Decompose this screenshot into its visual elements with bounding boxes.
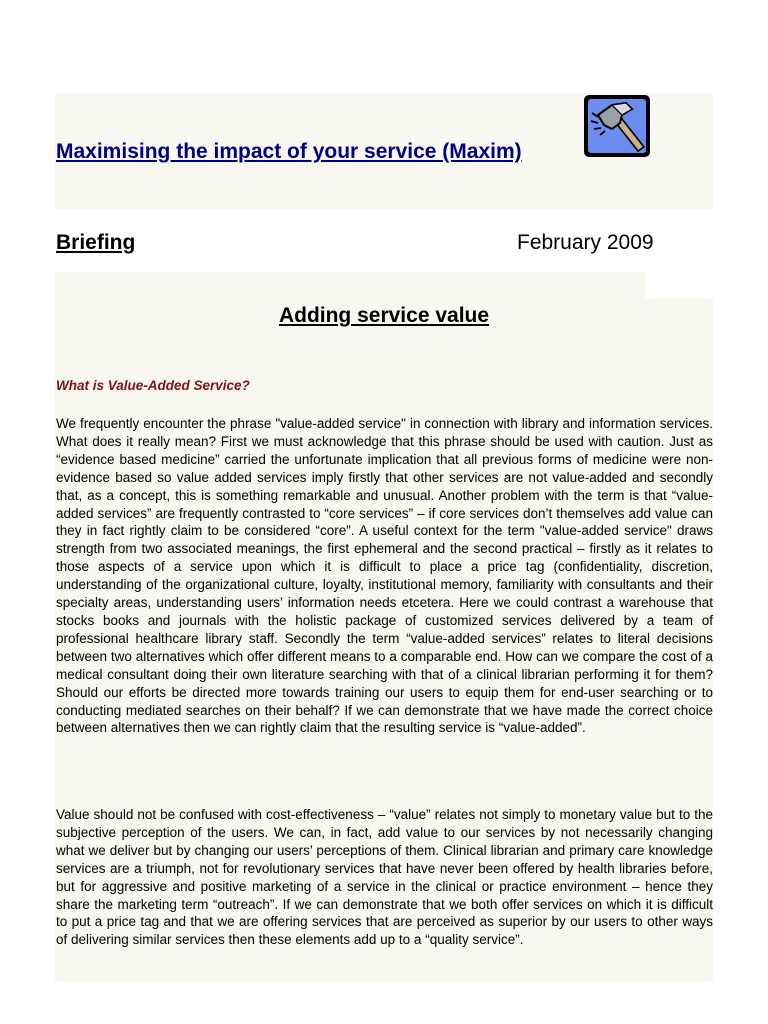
briefing-date: February 2009 [517, 231, 654, 254]
body-band-top [55, 272, 645, 300]
article-title: Adding service value [278, 304, 490, 327]
briefing-label: Briefing [56, 231, 136, 254]
article-paragraph: Value should not be confused with cost-effectiveness – “value” relates not simply to monetary value but to the subjective perception of the users. We can, in fact, add value to our services by not necessarily changing what we deliver but by changing our users’ perceptions of them. Clinical librarian and primary care knowledge services are a triumph, not for revolutionary services that have never been offered by health libraries before, but for aggressive and positive marketing of a service in the clinical or practice environment – hence they share the marketing term “outreach”. If we can demonstrate that we both offer services on which it is difficult to put a price tag and that we are offering services that are perceived as superior by our users to other ways of delivering similar services then these elements add up to a “quality service”. [56, 807, 713, 948]
article-paragraph: We frequently encounter the phrase "value-added service" in connection with library and information services. What does it really mean? First we must acknowledge that this phrase should be used with caution. Just as “evidence based medicine” carried the unfortunate implication that all previous forms of medicine were non-evidence based so value added services imply firstly that other services are not value-added and secondly that, as a concept, this is something remarkable and unusual. Another problem with the term is that “value-added services” are frequently contrasted to “core services” – if core services don’t themselves add value can they in fact rightly claim to be considered “core”. A useful context for the term "value-added service" draws strength from two associated meanings, the first ephemeral and the second practical – firstly as it relates to those aspects of a service upon which it is difficult to place a price tag (confidentiality, discretion, understanding of the organizational culture, loyalty, institutional memory, familiarity with consultants and their specialty areas, understanding users’ information needs etcetera. Here we could contrast a warehouse that stocks books and journals with the holistic package of customized services delivered by a team of professional healthcare library staff. Secondly the term “value-added services” relates to literal decisions between two alternatives which offer different means to a comparable end. How can we compare the cost of a medical consultant doing their own literature searching with that of a clinical librarian performing it for them? Should our efforts be directed more towards training our users to equip them for end-user searching or to conducting mediated searches on their behalf? If we can demonstrate that we have made the correct choice between alternatives then we can rightly claim that the resulting service is “value-added”. [56, 416, 713, 736]
document-title-link[interactable]: Maximising the impact of your service (Maxim) [56, 140, 522, 163]
hammer-icon [582, 93, 652, 159]
article-subheading: What is Value-Added Service? [56, 378, 250, 393]
